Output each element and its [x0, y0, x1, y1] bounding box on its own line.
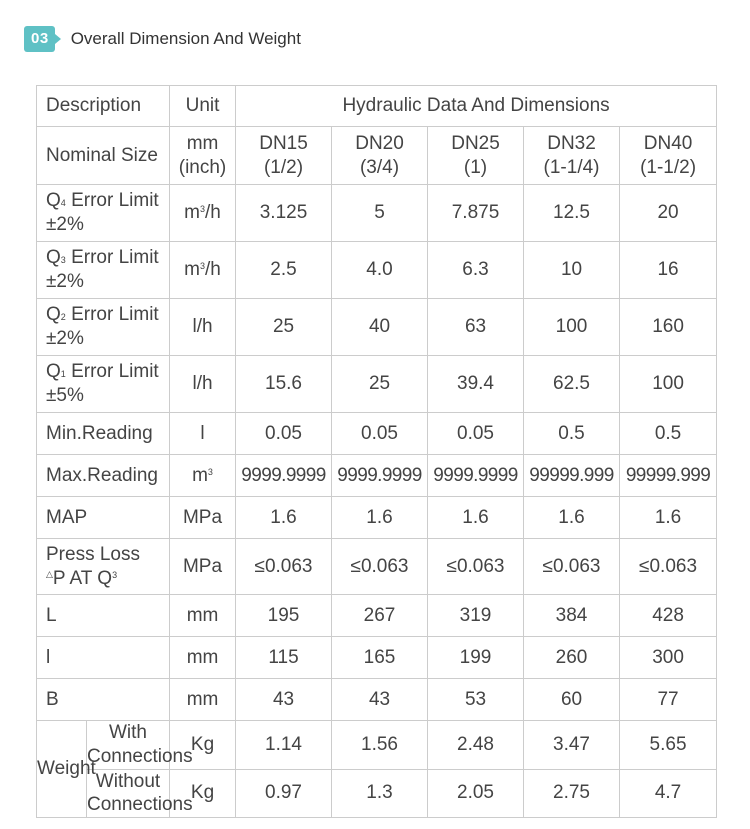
weight-without-row — [37, 769, 717, 818]
table-cell: 9999.9999 — [332, 455, 428, 497]
weight-without-unit: Kg — [170, 769, 236, 818]
q4-label: Q4 Error Limit ±2% — [37, 185, 170, 242]
table-cell: 40 — [332, 299, 428, 356]
table-cell: ≤0.063 — [620, 539, 717, 595]
table-cell: 1.6 — [332, 497, 428, 539]
table-cell: 2.05 — [428, 769, 524, 818]
q3-row — [37, 242, 717, 299]
table-cell: 165 — [332, 637, 428, 679]
min-reading-row — [37, 413, 717, 455]
section-number-badge: 03 — [24, 26, 55, 52]
nominal-size-cell: DN15 (1/2) — [236, 127, 332, 185]
max-reading-row — [37, 455, 717, 497]
table-cell: 267 — [332, 595, 428, 637]
table-cell: 300 — [620, 637, 717, 679]
length-L-row — [37, 595, 717, 637]
length-l-label: l — [37, 637, 170, 679]
table-cell: ≤0.063 — [236, 539, 332, 595]
table-cell: 1.6 — [524, 497, 620, 539]
badge-arrow-icon — [55, 34, 61, 44]
table-cell: 12.5 — [524, 185, 620, 242]
table-cell: 2.48 — [428, 721, 524, 770]
map-label: MAP — [37, 497, 170, 539]
table-cell: 100 — [620, 356, 717, 413]
nominal-size-row — [37, 127, 717, 185]
length-L-unit: mm — [170, 595, 236, 637]
nominal-size-cell: DN25 (1) — [428, 127, 524, 185]
table-cell: 43 — [332, 679, 428, 721]
table-cell: 20 — [620, 185, 717, 242]
q4-row — [37, 185, 717, 242]
table-cell: 43 — [236, 679, 332, 721]
description-header: Description — [37, 86, 170, 127]
table-cell: 0.05 — [332, 413, 428, 455]
table-cell: 10 — [524, 242, 620, 299]
q3-unit: $m^3/h$ — [170, 242, 236, 299]
table-cell: 1.6 — [428, 497, 524, 539]
table-cell: 0.97 — [236, 769, 332, 818]
section-header — [24, 26, 301, 52]
table-cell: 100 — [524, 299, 620, 356]
max-reading-unit: $m^3$ — [170, 455, 236, 497]
q1-unit: l/h — [170, 356, 236, 413]
specification-table — [36, 85, 717, 818]
weight-with-label: With Connections — [87, 721, 170, 770]
table-cell: 384 — [524, 595, 620, 637]
table-cell: 3.47 — [524, 721, 620, 770]
length-l-unit: mm — [170, 637, 236, 679]
table-cell: 4.7 — [620, 769, 717, 818]
map-unit: MPa — [170, 497, 236, 539]
table-cell: ≤0.063 — [332, 539, 428, 595]
table-cell: 160 — [620, 299, 717, 356]
table-cell: ≤0.063 — [524, 539, 620, 595]
nominal-size-cell: DN40 (1-1/2) — [620, 127, 717, 185]
q1-label: Q1 Error Limit ±5% — [37, 356, 170, 413]
table-cell: 195 — [236, 595, 332, 637]
nominal-size-label: Nominal Size — [37, 127, 170, 185]
width-B-unit: mm — [170, 679, 236, 721]
table-cell: 62.5 — [524, 356, 620, 413]
table-cell: 1.56 — [332, 721, 428, 770]
table-cell: 2.75 — [524, 769, 620, 818]
unit-header: Unit — [170, 86, 236, 127]
press-loss-row — [37, 539, 717, 595]
table-cell: 4.0 — [332, 242, 428, 299]
table-cell: 9999.9999 — [236, 455, 332, 497]
hydraulic-header: Hydraulic Data And Dimensions — [236, 86, 717, 127]
weight-label: Weight — [37, 721, 87, 818]
q2-label: Q2 Error Limit ±2% — [37, 299, 170, 356]
table-cell: 428 — [620, 595, 717, 637]
table-cell: 0.05 — [428, 413, 524, 455]
press-loss-label: Press Loss △P AT $Q^3$ — [37, 539, 170, 595]
table-cell: 115 — [236, 637, 332, 679]
table-cell: 60 — [524, 679, 620, 721]
table-cell: 0.5 — [524, 413, 620, 455]
q2-row — [37, 299, 717, 356]
table-cell: 0.5 — [620, 413, 717, 455]
table-cell: 1.6 — [236, 497, 332, 539]
table-cell: 15.6 — [236, 356, 332, 413]
width-B-label: B — [37, 679, 170, 721]
table-cell: 1.3 — [332, 769, 428, 818]
width-B-row — [37, 679, 717, 721]
table-cell: 25 — [236, 299, 332, 356]
table-cell: 25 — [332, 356, 428, 413]
table-cell: 5.65 — [620, 721, 717, 770]
delta-icon: △ — [46, 568, 53, 579]
table-cell: 1.14 — [236, 721, 332, 770]
table-cell: 39.4 — [428, 356, 524, 413]
nominal-size-cell: DN20 (3/4) — [332, 127, 428, 185]
table-cell: 5 — [332, 185, 428, 242]
press-loss-unit: MPa — [170, 539, 236, 595]
length-l-row — [37, 637, 717, 679]
nominal-size-unit: mm (inch) — [170, 127, 236, 185]
q3-label: Q3 Error Limit ±2% — [37, 242, 170, 299]
table-cell: 63 — [428, 299, 524, 356]
table-cell: 319 — [428, 595, 524, 637]
table-cell: 99999.999 — [524, 455, 620, 497]
table-cell: 199 — [428, 637, 524, 679]
header-row — [37, 86, 717, 127]
table-cell: 77 — [620, 679, 717, 721]
table-cell: 1.6 — [620, 497, 717, 539]
table-cell: 6.3 — [428, 242, 524, 299]
table-cell: 0.05 — [236, 413, 332, 455]
min-reading-unit: l — [170, 413, 236, 455]
table-cell: 9999.9999 — [428, 455, 524, 497]
min-reading-label: Min.Reading — [37, 413, 170, 455]
map-row — [37, 497, 717, 539]
table-cell: 53 — [428, 679, 524, 721]
q4-unit: $m^3/h$ — [170, 185, 236, 242]
section-title: Overall Dimension And Weight — [70, 29, 301, 48]
table-cell: 16 — [620, 242, 717, 299]
table-cell: ≤0.063 — [428, 539, 524, 595]
weight-with-row — [37, 721, 717, 770]
table-cell: 260 — [524, 637, 620, 679]
table-cell: 99999.999 — [620, 455, 717, 497]
weight-with-unit: Kg — [170, 721, 236, 770]
table-cell: 3.125 — [236, 185, 332, 242]
q2-unit: l/h — [170, 299, 236, 356]
nominal-size-cell: DN32 (1-1/4) — [524, 127, 620, 185]
weight-without-label: Without Connections — [87, 769, 170, 818]
q1-row — [37, 356, 717, 413]
table-cell: 2.5 — [236, 242, 332, 299]
max-reading-label: Max.Reading — [37, 455, 170, 497]
length-L-label: L — [37, 595, 170, 637]
table-cell: 7.875 — [428, 185, 524, 242]
